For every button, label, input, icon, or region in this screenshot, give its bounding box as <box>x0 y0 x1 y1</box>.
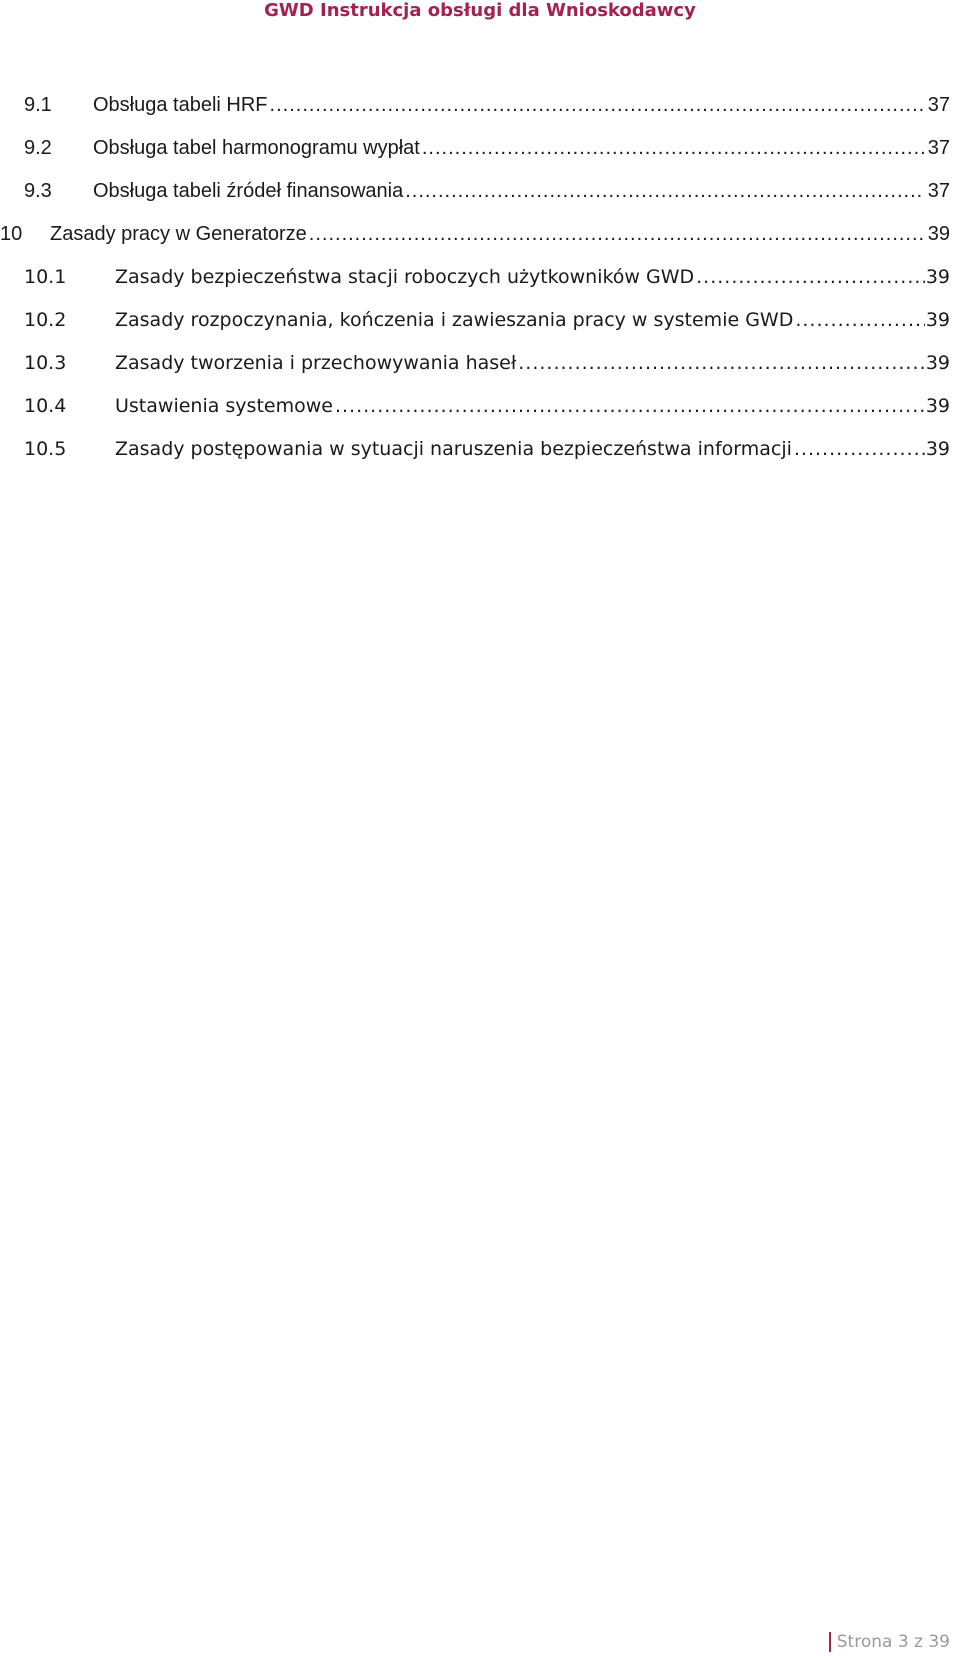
toc-entry-number: 10.1 <box>24 266 67 288</box>
toc-entry-leader <box>50 222 927 246</box>
toc-entry-page: 39 <box>925 352 950 374</box>
toc-dot-leader <box>335 394 925 418</box>
toc-entry-number: 10 <box>0 223 23 245</box>
toc-dot-leader <box>405 179 925 203</box>
toc-entry-leader <box>93 179 927 203</box>
toc-dot-leader <box>794 437 925 461</box>
toc-dot-leader <box>422 136 925 160</box>
toc-entry-title: Obsługa tabel harmonogramu wypłat <box>93 137 420 159</box>
toc-entry[interactable] <box>0 136 960 179</box>
toc-entry[interactable] <box>0 394 960 437</box>
toc-entry-page: 39 <box>925 395 950 417</box>
toc-entry-leader <box>93 136 927 160</box>
toc-dot-leader <box>270 93 925 117</box>
toc-entry-number: 9.1 <box>24 94 52 116</box>
toc-entry-title: Zasady tworzenia i przechowywania haseł <box>115 352 517 374</box>
toc-entry[interactable] <box>0 308 960 351</box>
page-number: Strona 3 z 39 <box>836 1632 950 1652</box>
toc-entry-page: 39 <box>925 266 950 288</box>
toc-entry-leader <box>115 437 927 461</box>
page-footer <box>829 1632 950 1652</box>
toc-entry-leader <box>93 93 927 117</box>
toc-entry-page: 39 <box>925 438 950 460</box>
toc-entry-number: 10.3 <box>24 352 67 374</box>
toc-entry-number: 10.2 <box>24 309 67 331</box>
toc-entry[interactable] <box>0 179 960 222</box>
toc-entry-leader <box>115 394 927 418</box>
toc-entry-number: 9.2 <box>24 137 52 159</box>
toc-entry-number: 10.4 <box>24 395 67 417</box>
toc-dot-leader <box>696 265 925 289</box>
footer-separator <box>829 1632 831 1652</box>
table-of-contents <box>0 93 960 480</box>
document-title: GWD Instrukcja obsługi dla Wnioskodawcy <box>264 0 696 21</box>
toc-dot-leader <box>518 351 925 375</box>
toc-entry-title: Obsługa tabeli HRF <box>93 94 268 116</box>
toc-entry-page: 37 <box>927 94 950 116</box>
toc-entry-title: Zasady rozpoczynania, kończenia i zawieszania pracy w systemie GWD <box>115 309 794 331</box>
toc-entry-number: 10.5 <box>24 438 67 460</box>
toc-entry-title: Ustawienia systemowe <box>115 395 333 417</box>
toc-dot-leader <box>795 308 925 332</box>
toc-entry-title: Zasady bezpieczeństwa stacji roboczych użytkowników GWD <box>115 266 695 288</box>
toc-entry[interactable] <box>0 437 960 480</box>
toc-entry[interactable] <box>0 222 960 265</box>
toc-entry-number: 9.3 <box>24 180 52 202</box>
toc-entry-page: 39 <box>927 223 950 245</box>
toc-entry[interactable] <box>0 93 960 136</box>
page-header <box>0 0 960 36</box>
toc-entry-page: 37 <box>927 137 950 159</box>
toc-entry-title: Zasady pracy w Generatorze <box>50 223 307 245</box>
toc-dot-leader <box>309 222 925 246</box>
toc-entry-leader <box>115 265 927 289</box>
toc-entry-title: Obsługa tabeli źródeł finansowania <box>93 180 404 202</box>
toc-entry-leader <box>115 308 927 332</box>
toc-entry-page: 39 <box>925 309 950 331</box>
toc-entry-page: 37 <box>927 180 950 202</box>
toc-entry-leader <box>115 351 927 375</box>
toc-entry[interactable] <box>0 265 960 308</box>
toc-entry-title: Zasady postępowania w sytuacji naruszenia bezpieczeństwa informacji <box>115 438 792 460</box>
toc-entry[interactable] <box>0 351 960 394</box>
